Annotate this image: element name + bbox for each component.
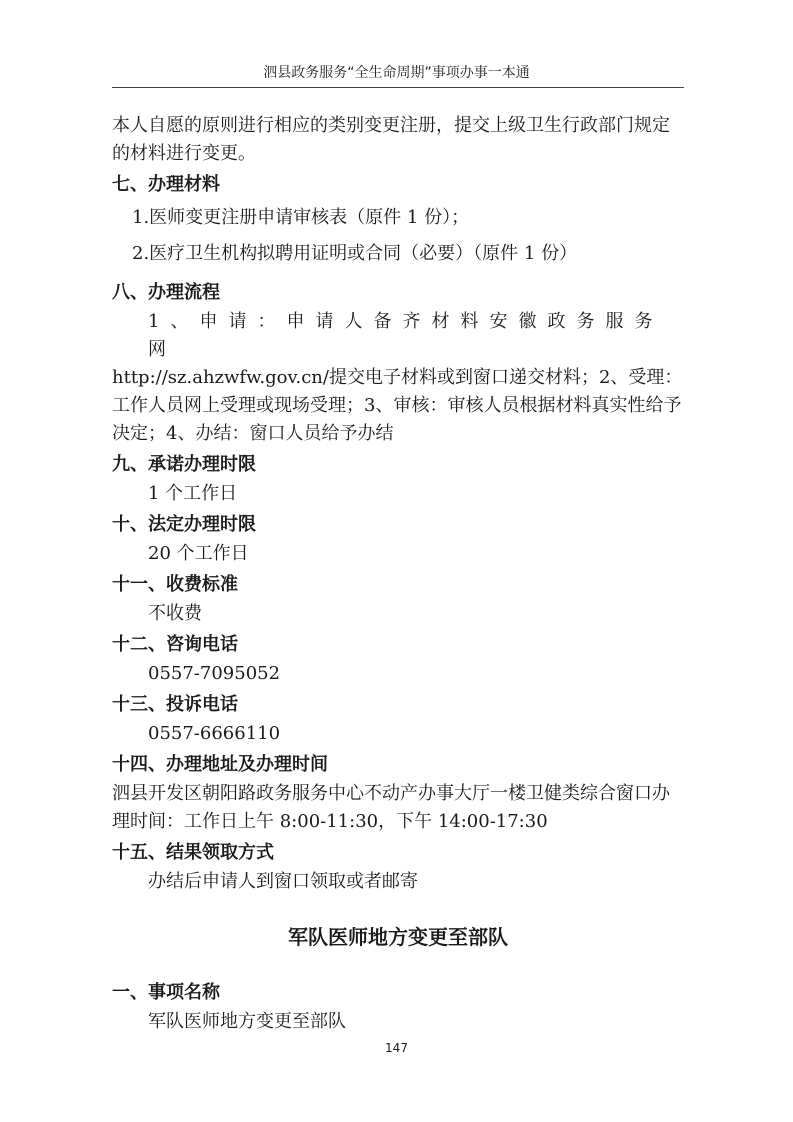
materials-item-1: 1.医师变更注册申请审核表（原件 1 份）； [132, 207, 470, 228]
result-value: 办结后申请人到窗口领取或者邮寄 [148, 871, 418, 892]
section-title: 军队医师地方变更至部队 [288, 925, 508, 949]
legal-time-value: 20 个工作日 [148, 543, 249, 564]
item-name-heading: 一、事项名称 [112, 982, 220, 1003]
page-content [112, 112, 684, 1036]
result-heading: 十五、结果领取方式 [112, 842, 274, 863]
item-name-value: 军队医师地方变更至部队 [148, 1011, 346, 1032]
commit-time-value: 1 个工作日 [148, 483, 238, 504]
legal-time-heading: 十、法定办理时限 [112, 514, 256, 535]
consult-phone-value: 0557-7095052 [148, 663, 281, 684]
header-divider [112, 87, 684, 88]
fee-value: 不收费 [148, 603, 202, 624]
commit-time-heading: 九、承诺办理时限 [112, 454, 256, 475]
process-first-line: 1、申请：申请人备齐材料安徽政务服务网 [148, 311, 664, 360]
fee-heading: 十一、收费标准 [112, 574, 238, 595]
materials-heading: 七、办理材料 [112, 174, 220, 195]
page-number: 147 [385, 1041, 408, 1055]
address-value: 泗县开发区朝阳路政务服务中心不动产办事大厅一楼卫健类综合窗口办理时间：工作日上午 8:00-11:30，下午 14:00-17:30 [112, 783, 670, 832]
address-heading: 十四、办理地址及办理时间 [112, 754, 328, 775]
process-steps: http://sz.ahzwfw.gov.cn/提交电子材料或到窗口递交材料；2、受理：工作人员网上受理或现场受理；3、审核：审核人员根据材料真实性给予决定；4、办结：窗口人员给予办结 [112, 367, 683, 444]
complaint-phone-heading: 十三、投诉电话 [112, 694, 238, 715]
intro-paragraph: 本人自愿的原则进行相应的类别变更注册，提交上级卫生行政部门规定的材料进行变更。 [112, 115, 670, 164]
complaint-phone-value: 0557-6666110 [148, 723, 281, 744]
running-header: 泗县政务服务“全生命周期”事项办事一本通 [263, 65, 530, 81]
materials-item-2: 2.医疗卫生机构拟聘用证明或合同（必要）（原件 1 份） [132, 243, 578, 264]
process-heading: 八、办理流程 [112, 282, 220, 303]
consult-phone-heading: 十二、咨询电话 [112, 634, 238, 655]
